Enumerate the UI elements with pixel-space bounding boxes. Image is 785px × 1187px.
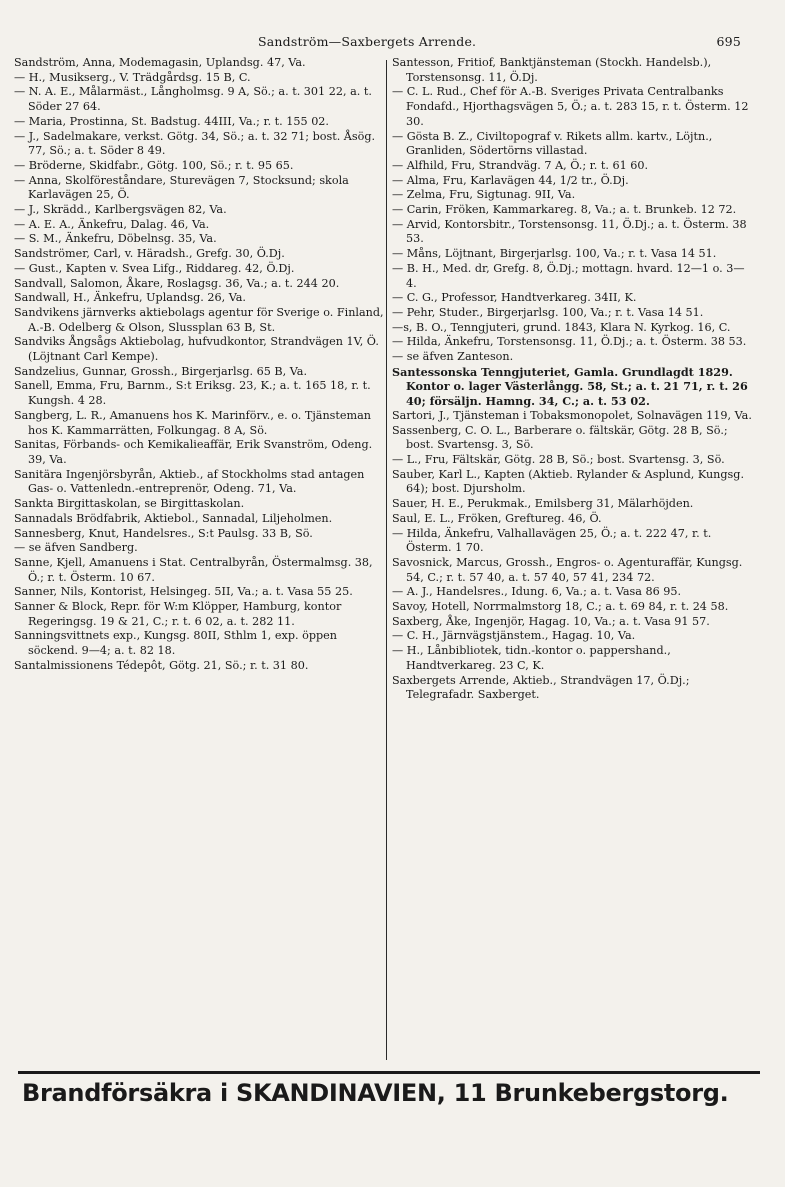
directory-entry: Sankta Birgittaskolan, se Birgittaskolan.: [14, 497, 245, 511]
directory-entry: Santessonska Tenngjuteriet, Gamla. Grundlagdt 1829. Kontor o. lager Västerlångg. 58, St.; a. t. 21 71, r. t. 26 40; försäljn. Hamng. 34, C.; a. t. 53 02.: [392, 364, 748, 409]
directory-entry: Sandviks Ångsågs Aktiebolag, hufvudkontor, Strandvägen 1V, Ö. (Löjtnant Carl Kempe).: [14, 335, 379, 364]
directory-entry: — Zelma, Fru, Sigtunag. 9II, Va.: [392, 188, 576, 202]
directory-entry: Sandwall, H., Änkefru, Uplandsg. 26, Va.: [14, 291, 246, 305]
directory-entry: Sannadals Brödfabrik, Aktiebol., Sannadal, Liljeholmen.: [14, 511, 333, 525]
directory-entry: — se äfven Sandberg.: [14, 541, 138, 555]
directory-entry: — C. G., Professor, Handtverkareg. 34II, K.: [392, 291, 637, 305]
left-column: [14, 56, 384, 674]
advert-rule: [18, 1071, 760, 1074]
directory-entry: —s, B. O., Tenngjuteri, grund. 1843, Klara N. Kyrkog. 16, C.: [392, 320, 731, 334]
directory-entry: — Maria, Prostinna, St. Badstug. 44III, Va.; r. t. 155 02.: [14, 114, 329, 128]
directory-entry: Sanningsvittnets exp., Kungsg. 80II, Sthlm 1, exp. öppen söckend. 9—4; a. t. 82 18.: [14, 629, 338, 658]
directory-entry: — Alfhild, Fru, Strandväg. 7 A, Ö.; r. t. 61 60.: [392, 158, 649, 172]
directory-entry: — Hilda, Änkefru, Valhallavägen 25, Ö.; a. t. 222 47, r. t. Österm. 1 70.: [392, 526, 712, 555]
directory-entry: Sandzelius, Gunnar, Grossh., Birgerjarlsg. 65 B, Va.: [14, 364, 308, 378]
directory-entry: — J., Sadelmakare, verkst. Götg. 34, Sö.; a. t. 32 71; bost. Åsög. 77, Sö.; a. t. Söder 8 49.: [14, 129, 376, 158]
directory-columns: [14, 56, 759, 1126]
directory-entry: Sangberg, L. R., Amanuens hos K. Marinförv., e. o. Tjänsteman hos K. Kammarrätten, Folkungag. 8 A, Sö.: [14, 408, 372, 437]
directory-entry: — J., Skrädd., Karlbergsvägen 82, Va.: [14, 203, 227, 217]
directory-entry: Santesson, Fritiof, Banktjänsteman (Stockh. Handelsb.), Torstensonsg. 11, Ö.Dj.: [392, 56, 712, 84]
directory-entry: Sauer, H. E., Perukmak., Emilsberg 31, Mälarhöjden.: [392, 497, 694, 511]
directory-entry: — S. M., Änkefru, Döbelnsg. 35, Va.: [14, 232, 217, 246]
directory-entry: — A. E. A., Änkefru, Dalag. 46, Va.: [14, 217, 210, 231]
directory-entry: — Hilda, Änkefru, Torstensonsg. 11, Ö.Dj.; a. t. Österm. 38 53.: [392, 335, 747, 349]
directory-entry: Santalmissionens Tédepôt, Götg. 21, Sö.; r. t. 31 80.: [14, 658, 309, 672]
directory-entry: — Arvid, Kontorsbitr., Torstensonsg. 11, Ö.Dj.; a. t. Österm. 38 53.: [392, 217, 747, 246]
directory-entry: Sassenberg, C. O. L., Barberare o. fältskär, Götg. 28 B, Sö.; bost. Svartensg. 3, Sö.: [392, 423, 728, 452]
column-divider: [386, 60, 387, 1060]
directory-entry: — H., Musikserg., V. Trädgårdsg. 15 B, C.: [14, 70, 251, 84]
directory-entry: — Carin, Fröken, Kammarkareg. 8, Va.; a. t. Brunkeb. 12 72.: [392, 203, 737, 217]
directory-entry: Sanne, Kjell, Amanuens i Stat. Centralbyrån, Östermalmsg. 38, Ö.; r. t. Österm. 10 67.: [14, 555, 373, 584]
directory-entry: — Bröderne, Skidfabr., Götg. 100, Sö.; r. t. 95 65.: [14, 158, 294, 172]
directory-entry: Saul, E. L., Fröken, Greftureg. 46, Ö.: [392, 511, 602, 525]
directory-entry: — Måns, Löjtnant, Birgerjarlsg. 100, Va.; r. t. Vasa 14 51.: [392, 247, 717, 261]
directory-entry: — C. L. Rud., Chef för A.-B. Sveriges Privata Centralbanks Fondafd., Hjorthagsvägen 5, Ö.; a. t. 283 15, r. t. Österm. 12 30.: [392, 85, 749, 128]
directory-entry: Sandvikens järnverks aktiebolags agentur för Sverige o. Finland, A.-B. Odelberg & Olson, Slussplan 63 B, St.: [14, 305, 384, 334]
directory-entry: — Gust., Kapten v. Svea Lifg., Riddareg. 42, Ö.Dj.: [14, 261, 295, 275]
right-column: [392, 56, 754, 703]
page-number: 695: [716, 34, 741, 49]
directory-entry: Sandströmer, Carl, v. Häradsh., Grefg. 30, Ö.Dj.: [14, 247, 285, 261]
page-header: [0, 34, 785, 54]
directory-entry: — B. H., Med. dr, Grefg. 8, Ö.Dj.; mottagn. hvard. 12—1 o. 3—4.: [392, 261, 745, 290]
directory-entry: Sanitas, Förbands- och Kemikalieaffär, Erik Svanström, Odeng. 39, Va.: [14, 438, 373, 466]
directory-entry: Sanner & Block, Repr. för W:m Klöpper, Hamburg, kontor Regeringsg. 19 & 21, C.; r. t. 6 02, a. t. 282 11.: [14, 600, 342, 628]
advertisement-banner: Brandförsäkra i SKANDINAVIEN, 11 Brunkebergstorg.: [22, 1079, 729, 1107]
directory-entry: — Pehr, Studer., Birgerjarlsg. 100, Va.; r. t. Vasa 14 51.: [392, 305, 704, 319]
running-title: Sandström—Saxbergets Arrende.: [258, 34, 477, 49]
directory-entry: Saxberg, Åke, Ingenjör, Hagag. 10, Va.; a. t. Vasa 91 57.: [392, 614, 710, 628]
directory-entry: Sartori, J., Tjänsteman i Tobaksmonopolet, Solnavägen 119, Va.: [392, 408, 752, 422]
directory-entry: — Alma, Fru, Karlavägen 44, 1/2 tr., Ö.Dj.: [392, 173, 629, 187]
directory-entry: Sandvall, Salomon, Åkare, Roslagsg. 36, Va.; a. t. 244 20.: [14, 276, 340, 290]
directory-entry: Saxbergets Arrende, Aktieb., Strandvägen 17, Ö.Dj.; Telegrafadr. Saxberget.: [392, 673, 690, 702]
directory-entry: — N. A. E., Målarmäst., Långholmsg. 9 A, Sö.; a. t. 301 22, a. t. Söder 27 64.: [14, 85, 372, 114]
directory-entry: — A. J., Handelsres., Idung. 6, Va.; a. t. Vasa 86 95.: [392, 585, 682, 599]
directory-entry: — Anna, Skolföreståndare, Sturevägen 7, Stocksund; skola Karlavägen 25, Ö.: [14, 173, 349, 202]
directory-entry: Sandström, Anna, Modemagasin, Uplandsg. 47, Va.: [14, 56, 306, 69]
directory-entry: — C. H., Järnvägstjänstem., Hagag. 10, Va.: [392, 629, 636, 643]
directory-entry: — H., Lånbibliotek, tidn.-kontor o. pappershand., Handtverkareg. 23 C, K.: [392, 644, 671, 672]
directory-entry: Sanell, Emma, Fru, Barnm., S:t Eriksg. 23, K.; a. t. 165 18, r. t. Kungsh. 4 28.: [14, 379, 371, 408]
directory-entry: Sannesberg, Knut, Handelsres., S:t Paulsg. 33 B, Sö.: [14, 526, 313, 540]
directory-entry: — L., Fru, Fältskär, Götg. 28 B, Sö.; bost. Svartensg. 3, Sö.: [392, 452, 725, 466]
directory-entry: Sanner, Nils, Kontorist, Helsingeg. 5II, Va.; a. t. Vasa 55 25.: [14, 585, 353, 599]
directory-entry: Savoy, Hotell, Norrmalmstorg 18, C.; a. t. 69 84, r. t. 24 58.: [392, 600, 729, 614]
directory-entry: — se äfven Zanteson.: [392, 350, 514, 364]
directory-entry: Sauber, Karl L., Kapten (Aktieb. Rylander & Asplund, Kungsg. 64); bost. Djursholm.: [392, 467, 745, 496]
directory-entry: — Gösta B. Z., Civiltopograf v. Rikets allm. kartv., Löjtn., Granliden, Södertörns villastad.: [392, 129, 713, 158]
directory-entry: Savosnick, Marcus, Grossh., Engros- o. Agenturaffär, Kungsg. 54, C.; r. t. 57 40, a. t. 57 40, 57 41, 234 72.: [392, 555, 743, 584]
directory-entry: Sanitära Ingenjörsbyrån, Aktieb., af Stockholms stad antagen Gas- o. Vattenledn.-entreprenör, Odeng. 71, Va.: [14, 467, 365, 496]
